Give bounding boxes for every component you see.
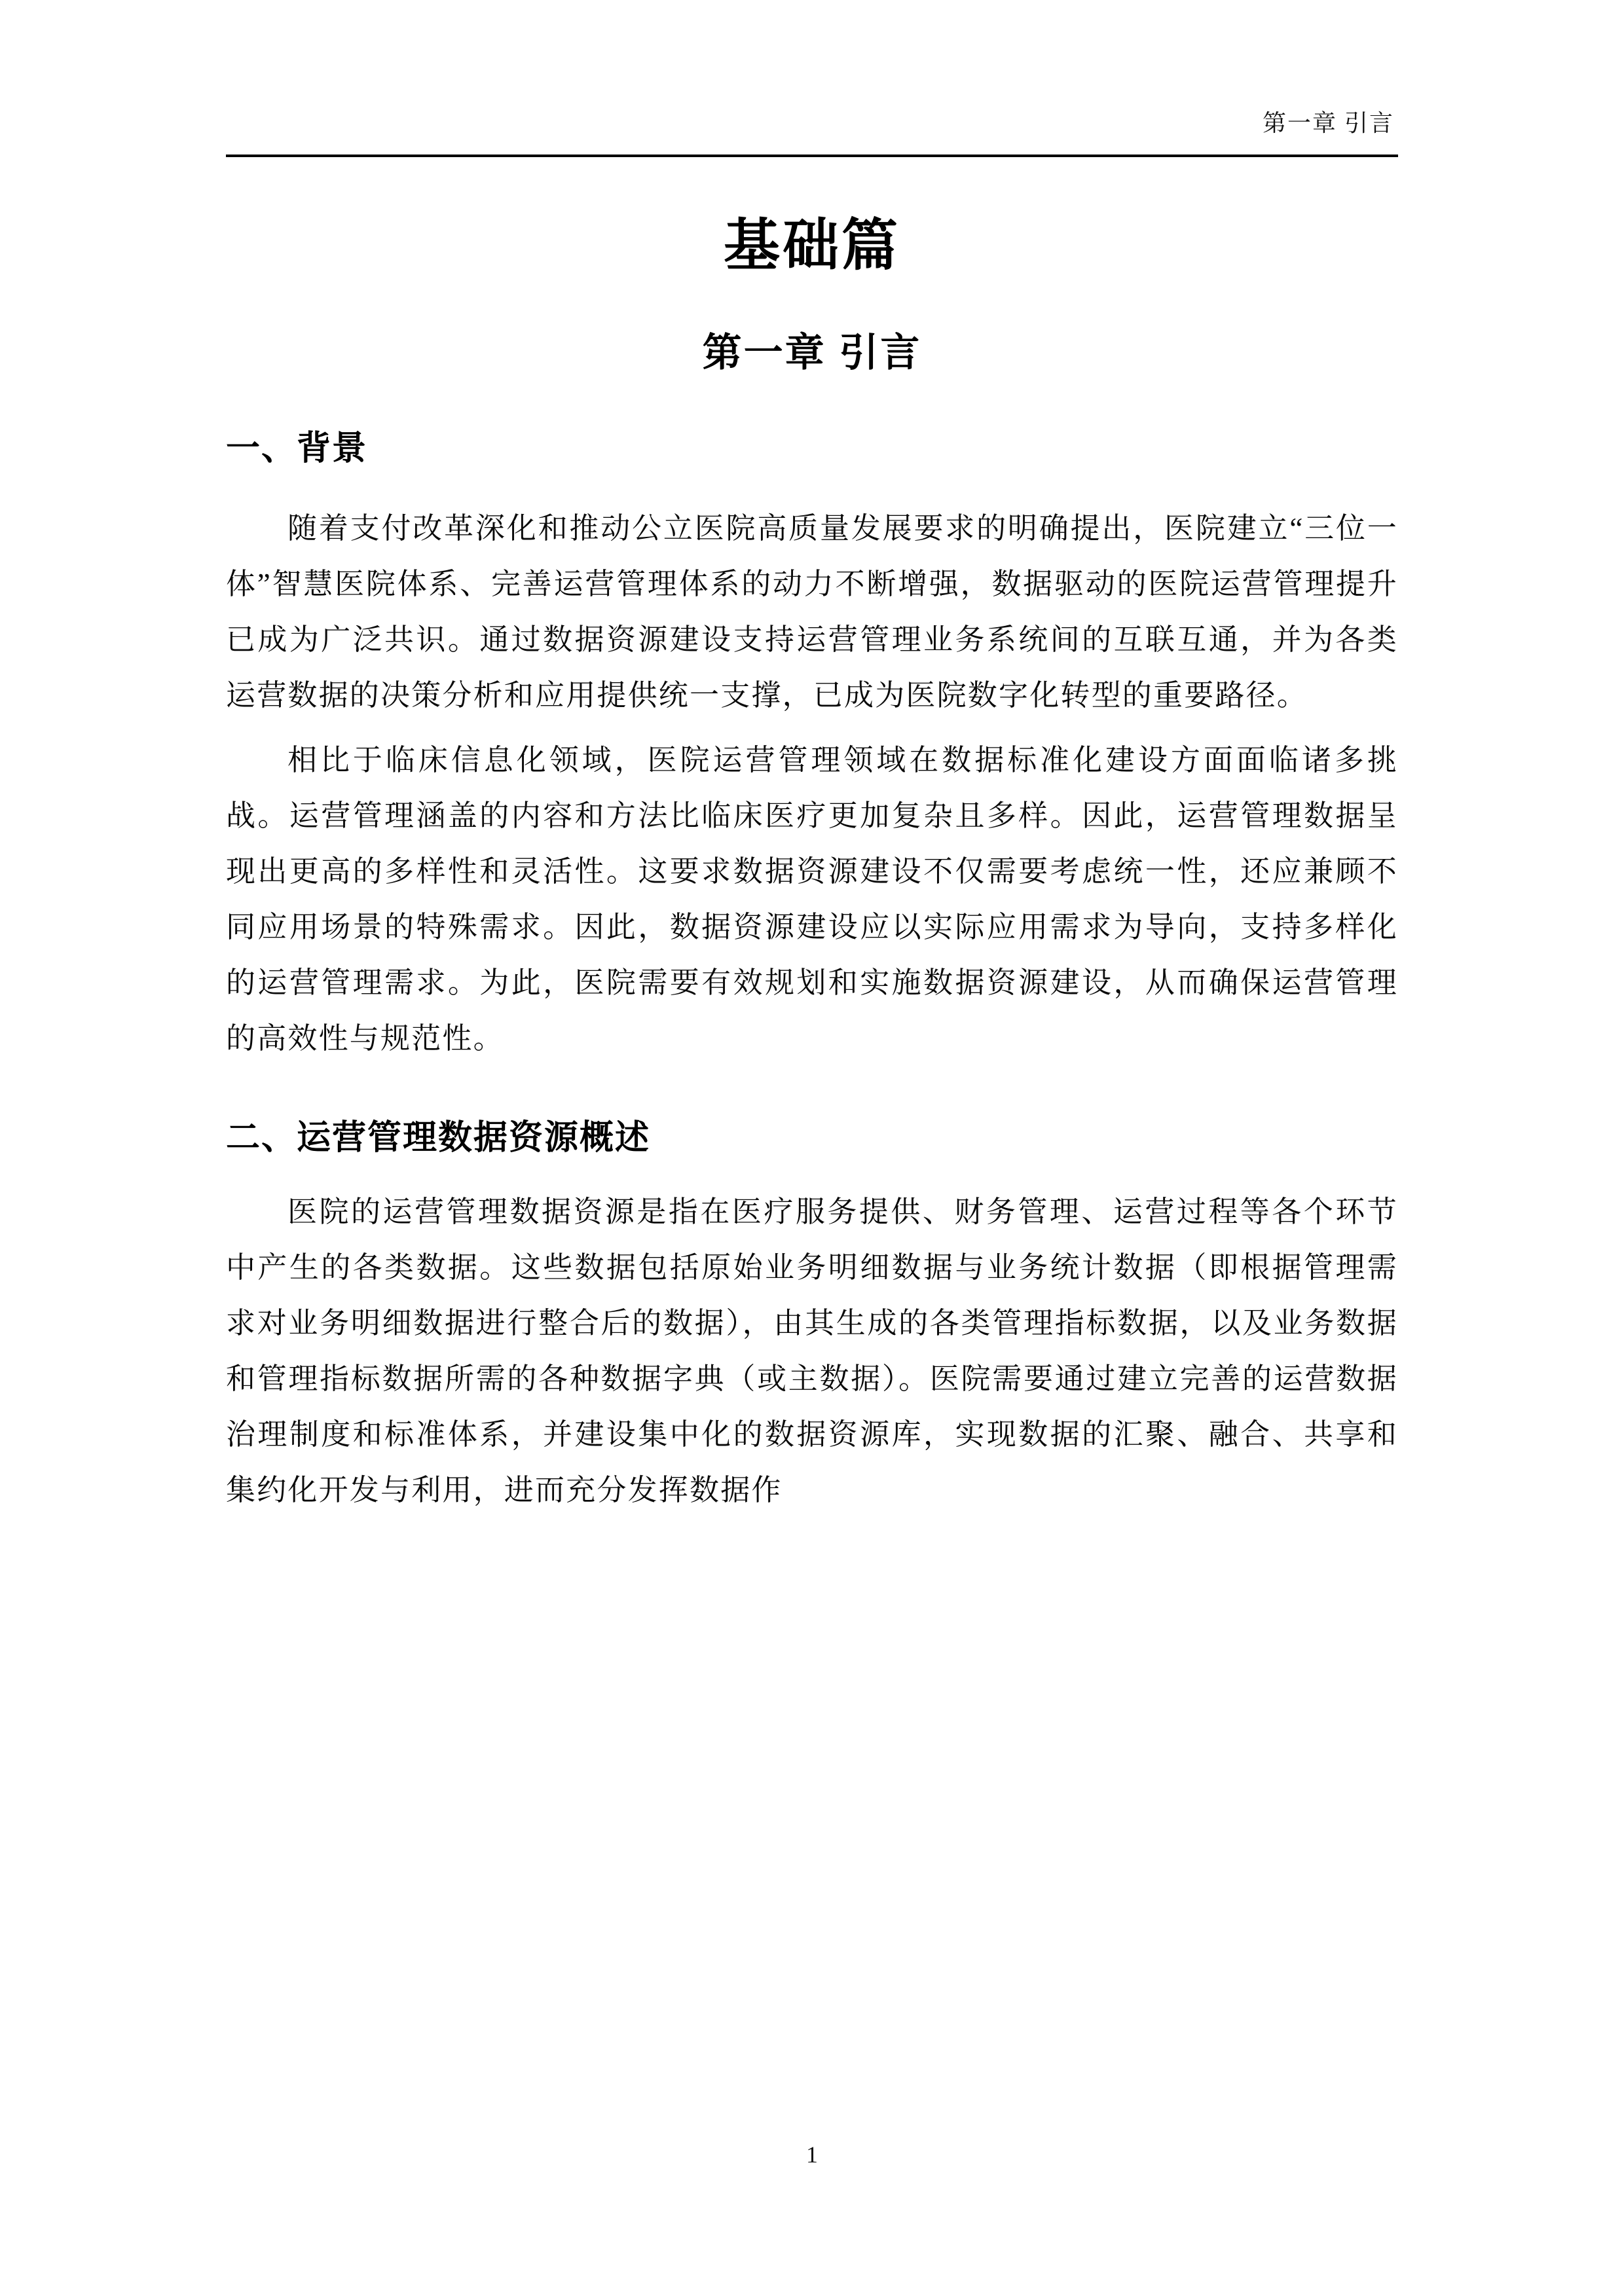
- section-heading-background: 一、背景: [226, 429, 368, 467]
- header-divider: [226, 155, 1398, 157]
- page-number: 1: [806, 2141, 818, 2168]
- part-title: 基础篇: [724, 214, 900, 277]
- page-header: [226, 111, 1398, 157]
- paragraph: 医院的运营管理数据资源是指在医疗服务提供、财务管理、运营过程等各个环节中产生的各类数据。这些数据包括原始业务明细数据与业务统计数据（即根据管理需求对业务明细数据进行整合后的数据），由其生成的各类管理指标数据，以及业务数据和管理指标数据所需的各种数据字典（或主数据）。医院需要通过建立完善的运营数据治理制度和标准体系，并建设集中化的数据资源库，实现数据的汇聚、融合、共享和集约化开发与利用，进而充分发挥数据作: [226, 1195, 1398, 1506]
- document-body: [226, 196, 1398, 1518]
- paragraph: 相比于临床信息化领域，医院运营管理领域在数据标准化建设方面面临诸多挑战。运营管理涵盖的内容和方法比临床医疗更加复杂且多样。因此，运营管理数据呈现出更高的多样性和灵活性。这要求数据资源建设不仅需要考虑统一性，还应兼顾不同应用场景的特殊需求。因此，数据资源建设应以实际应用需求为导向，支持多样化的运营管理需求。为此，医院需要有效规划和实施数据资源建设，从而确保运营管理的高效性与规范性。: [226, 744, 1398, 1055]
- section-heading-data-resource-overview: 二、运营管理数据资源概述: [226, 1119, 651, 1157]
- chapter-title: 第一章 引言: [702, 330, 922, 374]
- paragraph: 随着支付改革深化和推动公立医院高质量发展要求的明确提出，医院建立“三位一体”智慧医院体系、完善运营管理体系的动力不断增强，数据驱动的医院运营管理提升已成为广泛共识。通过数据资源建设支持运营管理业务系统间的互联互通，并为各类运营数据的决策分析和应用提供统一支撑，已成为医院数字化转型的重要路径。: [226, 512, 1398, 712]
- running-head: 第一章 引言: [1262, 110, 1394, 136]
- page-footer: [226, 2143, 1398, 2166]
